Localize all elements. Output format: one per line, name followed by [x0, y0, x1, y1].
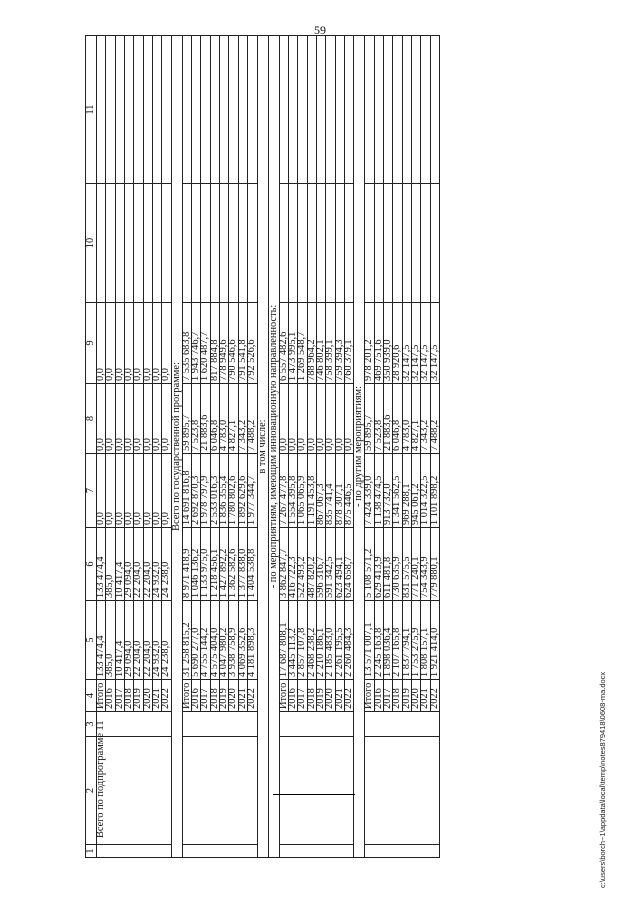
cell-col10	[430, 184, 439, 303]
cell-col10	[374, 184, 383, 303]
table-cell: 791 541,8	[238, 303, 247, 384]
cell-col11	[393, 36, 402, 184]
table-cell: 22 204,0	[134, 601, 143, 680]
table-cell: 32 147,5	[430, 303, 439, 384]
table-cell: 0,0	[106, 384, 115, 454]
table-cell: 24 932,0	[153, 528, 162, 601]
table-cell: 779 880,1	[430, 528, 439, 601]
table-cell: 2021	[153, 680, 162, 712]
table-cell: 7 267 477,8	[279, 454, 288, 528]
cell-col11	[192, 36, 201, 184]
table-cell: 591 342,5	[326, 528, 335, 601]
table-cell: 978 201,2	[365, 303, 374, 384]
table-cell: 385,0	[106, 528, 115, 601]
table-cell: 5 690 277,0	[192, 601, 201, 680]
table-cell: 1 014 322,5	[421, 454, 430, 528]
col-header: 8	[86, 384, 97, 454]
cell-col10	[279, 184, 288, 303]
table-cell: 29 094,0	[125, 601, 134, 680]
table-cell: 1 341 562,5	[393, 454, 402, 528]
table-cell: 0,0	[134, 454, 143, 528]
table-cell: 416 722,3	[288, 528, 297, 601]
table-cell: 21 883,6	[201, 384, 210, 454]
table-cell: Итого	[182, 680, 191, 712]
table-cell: 771 240,1	[411, 528, 420, 601]
table-cell: 0,0	[106, 303, 115, 384]
table-cell: 1 554 395,8	[288, 454, 297, 528]
table-cell: 487 820,2	[307, 528, 316, 601]
row-group-label: Всего по подпрограмме 11	[97, 737, 172, 845]
table-cell: 350 939,0	[383, 303, 392, 384]
cell-col10	[402, 184, 411, 303]
table-cell: 2016	[106, 680, 115, 712]
table-cell: 133 474,4	[97, 528, 106, 601]
table-cell: 22 204,0	[143, 528, 152, 601]
section-heading: в том числе:	[257, 36, 268, 858]
cell-col11	[125, 36, 134, 184]
col-header: 6	[86, 528, 97, 601]
table-cell: 2020	[229, 680, 238, 712]
table-cell: 2 533 016,3	[210, 454, 219, 528]
table-cell: 1 404 538,8	[248, 528, 257, 601]
row-group-label	[365, 737, 440, 845]
cell-col10	[335, 184, 344, 303]
cell-col1	[365, 845, 440, 858]
cell-col10	[229, 184, 238, 303]
table-cell: 611 481,8	[383, 528, 392, 601]
table-cell: 59 895,7	[182, 384, 191, 454]
table-cell: 790 546,6	[229, 303, 238, 384]
table-cell: 0,0	[279, 384, 288, 454]
table-cell: 2 107 165,8	[393, 601, 402, 680]
table-cell: 0,0	[97, 384, 106, 454]
cell-col10	[220, 184, 229, 303]
table-cell: 1 138 474,5	[374, 454, 383, 528]
table-cell: 522 493,2	[298, 528, 307, 601]
table-cell: 0,0	[115, 454, 124, 528]
table-cell: 1 620 487,7	[201, 303, 210, 384]
table-cell: 2022	[248, 680, 257, 712]
cell-col11	[365, 36, 374, 184]
table-cell: 0,0	[134, 303, 143, 384]
table-cell: 24 932,0	[153, 601, 162, 680]
cell-col11	[106, 36, 115, 184]
table-cell: 2019	[134, 680, 143, 712]
table-cell: 0,0	[316, 384, 325, 454]
table-cell: 0,0	[162, 384, 171, 454]
cell-col10	[115, 184, 124, 303]
table-cell: 4 575 404,0	[210, 601, 219, 680]
table-cell: 0,0	[115, 384, 124, 454]
table-cell: 4 069 352,6	[238, 601, 247, 680]
table-cell: 2017	[201, 680, 210, 712]
cell-col11	[344, 36, 353, 184]
table-cell: 2016	[288, 680, 297, 712]
table-cell: 0,0	[97, 303, 106, 384]
table-cell: 1 101 898,2	[430, 454, 439, 528]
table-cell: 0,0	[153, 303, 162, 384]
table-cell: 2018	[307, 680, 316, 712]
col-header: 2	[86, 737, 97, 845]
table-cell: 0,0	[288, 384, 297, 454]
cell-col11	[210, 36, 219, 184]
table-cell: 730 635,9	[393, 528, 402, 601]
table-cell: 1 191 453,8	[307, 454, 316, 528]
table-cell: 0,0	[143, 303, 152, 384]
table-cell: 1 269 548,7	[298, 303, 307, 384]
table-cell: 7 488,2	[248, 384, 257, 454]
cell-col11	[162, 36, 171, 184]
table-cell: 24 238,0	[162, 528, 171, 601]
cell-col11	[335, 36, 344, 184]
cell-col10	[201, 184, 210, 303]
table-cell: 0,0	[134, 384, 143, 454]
cell-col10	[383, 184, 392, 303]
table-cell: 32 147,5	[402, 303, 411, 384]
table-cell: Итого	[279, 680, 288, 712]
cell-col10	[393, 184, 402, 303]
table-cell: 31 258 815,2	[182, 601, 191, 680]
table-cell: 3 445 113,2	[288, 601, 297, 680]
cell-col11	[326, 36, 335, 184]
cell-col11	[421, 36, 430, 184]
table-cell: 1 892 629,6	[238, 454, 247, 528]
table-cell: 4 827,1	[411, 384, 420, 454]
table-cell: 4 755 144,2	[201, 601, 210, 680]
table-cell: 629 413,9	[374, 528, 383, 601]
cell-col10	[210, 184, 219, 303]
table-cell: 2017	[298, 680, 307, 712]
cell-col10	[316, 184, 325, 303]
table-cell: 624 658,7	[344, 528, 353, 601]
table-cell: 2 857 107,8	[298, 601, 307, 680]
cell-col1	[97, 845, 172, 858]
table-cell: 1 046 136,2	[192, 528, 201, 601]
table-cell: 385,0	[106, 601, 115, 680]
row-group-label	[279, 737, 354, 845]
cell-col11	[279, 36, 288, 184]
table-cell: 0,0	[125, 303, 134, 384]
table-cell: 32 147,5	[411, 303, 420, 384]
table-cell: 29 094,0	[125, 528, 134, 601]
table-cell: 4 047 980,2	[220, 601, 229, 680]
table-cell: 22 204,0	[134, 528, 143, 601]
section-heading: - по мероприятиям, имеющим инновационную направленность:	[268, 36, 279, 858]
table-cell: Итого	[97, 680, 106, 712]
table-cell: 59 895,7	[365, 384, 374, 454]
table-cell: 6 046,8	[210, 384, 219, 454]
table-cell: 1 133 975,0	[201, 528, 210, 601]
cell-col10	[153, 184, 162, 303]
table-cell: 2022	[344, 680, 353, 712]
cell-col10	[106, 184, 115, 303]
table-cell: 2022	[162, 680, 171, 712]
table-cell: 788 964,2	[307, 303, 316, 384]
table-cell: 2020	[143, 680, 152, 712]
cell-col11	[248, 36, 257, 184]
table-cell: 7 424 339,0	[365, 454, 374, 528]
table-cell: 1 837 794,1	[402, 601, 411, 680]
table-cell: 0,0	[298, 384, 307, 454]
cell-col11	[238, 36, 247, 184]
table-cell: 4 181 898,3	[248, 601, 257, 680]
table-cell: 1 898 036,4	[383, 601, 392, 680]
cell-col11	[316, 36, 325, 184]
file-path: c:\users\borch~1\appdata\local\temp\notes879418\0608-ma.docx	[598, 671, 607, 888]
table-cell: 1 836 355,4	[220, 454, 229, 528]
table-cell: 6 557 482,6	[279, 303, 288, 384]
table-cell: 2 692 870,3	[192, 454, 201, 528]
cell-col10	[421, 184, 430, 303]
cell-col10	[365, 184, 374, 303]
cell-col11	[430, 36, 439, 184]
table-cell: 1 977 344,7	[248, 454, 257, 528]
table-cell: 0,0	[125, 384, 134, 454]
cell-col10	[307, 184, 316, 303]
table-cell: 0,0	[307, 384, 316, 454]
table-cell: 1 218 456,1	[210, 528, 219, 601]
table-cell: 2 185 483,0	[326, 601, 335, 680]
col-header: 9	[86, 303, 97, 384]
section-heading: - по другим мероприятиям:	[354, 36, 365, 858]
table-cell: 746 802,1	[316, 303, 325, 384]
table-cell: 945 061,2	[411, 454, 420, 528]
table-cell: 778 949,6	[220, 303, 229, 384]
cell-col3	[279, 712, 354, 737]
cell-col11	[288, 36, 297, 184]
table-cell: 1 780 802,6	[229, 454, 238, 528]
cell-col10	[238, 184, 247, 303]
cell-col11	[229, 36, 238, 184]
table-cell: 2017	[115, 680, 124, 712]
table-cell: 0,0	[153, 454, 162, 528]
table-cell: 2019	[402, 680, 411, 712]
table-cell: 1 377 838,0	[238, 528, 247, 601]
cell-col10	[192, 184, 201, 303]
table-cell: 2021	[238, 680, 247, 712]
cell-col10	[182, 184, 191, 303]
table-cell: 1 808 157,1	[421, 601, 430, 680]
table-cell: 1 473 995,1	[288, 303, 297, 384]
cell-col10	[134, 184, 143, 303]
col-header: 3	[86, 712, 97, 737]
table-cell: 1 978 797,9	[201, 454, 210, 528]
table-cell: 2022	[430, 680, 439, 712]
cell-col3	[182, 712, 257, 737]
table-cell: 32 147,5	[421, 303, 430, 384]
cell-col11	[374, 36, 383, 184]
table-cell: 0,0	[344, 384, 353, 454]
table-cell: 3 938 758,9	[229, 601, 238, 680]
table-cell: 7 343,2	[238, 384, 247, 454]
budget-table	[85, 35, 440, 858]
table-cell: 0,0	[143, 454, 152, 528]
col-header: 5	[86, 601, 97, 680]
table-cell: 969 288,1	[402, 454, 411, 528]
table-cell: 0,0	[115, 303, 124, 384]
table-cell: 7 343,2	[421, 384, 430, 454]
footnote-divider	[273, 794, 355, 795]
table-cell: 2020	[411, 680, 420, 712]
table-cell: 469 751,6	[374, 303, 383, 384]
table-cell: 2016	[192, 680, 201, 712]
table-cell: 2019	[220, 680, 229, 712]
table-cell: 2018	[393, 680, 402, 712]
cell-col10	[97, 184, 106, 303]
table-cell: 0,0	[125, 454, 134, 528]
table-cell: 4 783,0	[402, 384, 411, 454]
cell-col10	[143, 184, 152, 303]
page-number: 59	[314, 23, 326, 37]
table-cell: 2 245 163,8	[374, 601, 383, 680]
cell-col3	[365, 712, 440, 737]
section-heading: Всего по государственной программе:	[171, 36, 182, 858]
table-cell: 0,0	[335, 384, 344, 454]
table-cell: 760 379,1	[344, 303, 353, 384]
col-header: 1	[86, 845, 97, 858]
table-cell: 2021	[335, 680, 344, 712]
rotated-table-container	[85, 36, 617, 858]
table-cell: 2 468 238,2	[307, 601, 316, 680]
table-cell: 2 260 484,3	[344, 601, 353, 680]
table-cell: 0,0	[106, 454, 115, 528]
cell-col10	[162, 184, 171, 303]
section-heading-row	[257, 36, 268, 858]
table-cell: 758 399,1	[326, 303, 335, 384]
cell-col10	[411, 184, 420, 303]
cell-col11	[201, 36, 210, 184]
col-header: 11	[86, 36, 97, 184]
table-cell: 754 343,9	[421, 528, 430, 601]
table-cell: 7 523,8	[192, 384, 201, 454]
table-cell: 1 427 892,2	[220, 528, 229, 601]
table-cell: 10 417,4	[115, 528, 124, 601]
table-cell: 13 571 007,1	[365, 601, 374, 680]
table-cell: 3 862 847,7	[279, 528, 288, 601]
cell-col10	[125, 184, 134, 303]
cell-col1	[279, 845, 354, 858]
table-cell: 22 204,0	[143, 601, 152, 680]
table-cell: 792 526,6	[248, 303, 257, 384]
cell-col11	[153, 36, 162, 184]
table-cell: 4 783,0	[220, 384, 229, 454]
cell-col11	[307, 36, 316, 184]
table-cell: 0,0	[162, 303, 171, 384]
cell-col11	[411, 36, 420, 184]
table-cell: 2017	[383, 680, 392, 712]
table-cell: 2 261 195,5	[335, 601, 344, 680]
table-cell: 6 046,8	[393, 384, 402, 454]
cell-col11	[402, 36, 411, 184]
table-cell: 0,0	[97, 454, 106, 528]
cell-col10	[298, 184, 307, 303]
table-cell: 1 362 582,6	[229, 528, 238, 601]
cell-col11	[220, 36, 229, 184]
table-cell: 7 523,8	[374, 384, 383, 454]
table-cell: 817 884,8	[210, 303, 219, 384]
col-header: 7	[86, 454, 97, 528]
table-cell: 2020	[326, 680, 335, 712]
cell-col3	[97, 712, 172, 737]
cell-col11	[143, 36, 152, 184]
cell-col10	[326, 184, 335, 303]
table-cell: 623 494,1	[335, 528, 344, 601]
table-cell: 875 446,5	[344, 454, 353, 528]
table-cell: 867 067,3	[316, 454, 325, 528]
table-cell: 10 417,4	[115, 601, 124, 680]
table-cell: 7 488,2	[430, 384, 439, 454]
cell-col11	[115, 36, 124, 184]
table-cell: 831 575,5	[402, 528, 411, 601]
row-group-label	[182, 737, 257, 845]
table-cell: 4 827,1	[229, 384, 238, 454]
table-cell: 596 316,7	[316, 528, 325, 601]
table-cell: 8 971 418,9	[182, 528, 191, 601]
table-cell: 2016	[374, 680, 383, 712]
table-cell: 1 921 414,0	[430, 601, 439, 680]
table-cell: 2021	[421, 680, 430, 712]
cell-col10	[248, 184, 257, 303]
table-cell: 21 883,6	[383, 384, 392, 454]
table-cell: 2018	[125, 680, 134, 712]
table-cell: 913 732,0	[383, 454, 392, 528]
table-cell: 7 535 683,8	[182, 303, 191, 384]
table-cell: 878 307,1	[335, 454, 344, 528]
table-cell: 2019	[316, 680, 325, 712]
col-header: 10	[86, 184, 97, 303]
table-cell: 759 394,3	[335, 303, 344, 384]
cell-col11	[134, 36, 143, 184]
table-cell: 24 238,0	[162, 601, 171, 680]
table-cell: 1 943 746,7	[192, 303, 201, 384]
table-cell: 1 753 275,9	[411, 601, 420, 680]
table-cell: 1 065 065,9	[298, 454, 307, 528]
cell-col10	[344, 184, 353, 303]
cell-col11	[97, 36, 106, 184]
table-cell: 2 210 186,1	[316, 601, 325, 680]
table-cell: 2018	[210, 680, 219, 712]
cell-col11	[298, 36, 307, 184]
table-cell: 0,0	[153, 384, 162, 454]
cell-col10	[288, 184, 297, 303]
table-cell: 835 741,4	[326, 454, 335, 528]
cell-col11	[182, 36, 191, 184]
table-cell: 14 691 816,8	[182, 454, 191, 528]
table-cell: 133 474,4	[97, 601, 106, 680]
table-cell: Итого	[365, 680, 374, 712]
cell-col1	[182, 845, 257, 858]
table-cell: 0,0	[326, 384, 335, 454]
col-header: 4	[86, 680, 97, 712]
table-cell: 5 108 571,2	[365, 528, 374, 601]
table-cell: 0,0	[143, 384, 152, 454]
cell-col11	[383, 36, 392, 184]
table-cell: 0,0	[162, 454, 171, 528]
table-cell: 28 920,6	[393, 303, 402, 384]
table-cell: 17 687 808,1	[279, 601, 288, 680]
